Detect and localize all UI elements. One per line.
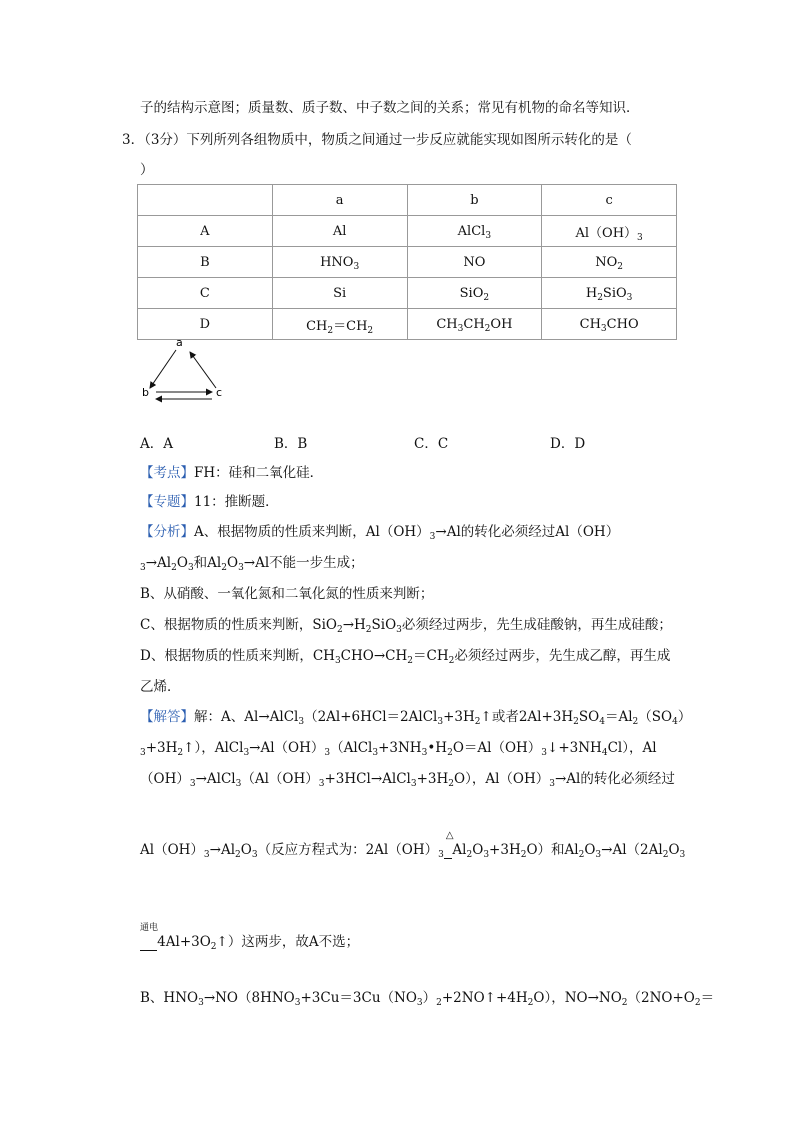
fenxi-line-d2: 乙烯． <box>140 679 181 695</box>
jieda-text-5: $4Al+3O_2↑$）这两步，故A不选； <box>157 934 360 952</box>
table-cell: B <box>138 247 273 278</box>
choice-a[interactable]: A．A <box>140 436 173 452</box>
table-cell: $CH_3CH_2OH$ <box>407 309 542 340</box>
jieda-line-2: $_3+3H_2↑$），$AlCl_3\to Al(OH)_3(AlCl_3+3NH_3•H_2O=Al(OH)_3↓+3NH_4Cl)$，Al <box>140 740 657 758</box>
conversion-diagram <box>138 338 238 408</box>
jieda-line-3: $(OH)_3\to AlCl_3(Al(OH)_3+3HCl\to AlCl_3+3H_2O)$，$Al(OH)_3\to Al$的转化必须经过 <box>140 771 675 789</box>
kaodian-text: FH：硅和二氧化硅． <box>194 465 324 481</box>
fenxi-text-1: A、根据物质的性质来判断，$Al(OH)_3\to Al$的转化必须经过Al（OH） <box>194 524 620 542</box>
question-stem-close: ） <box>140 162 154 178</box>
jieda-line-6: B、$HNO_3\to NO(8HNO_3+3Cu=3Cu(NO_3)_2+2NO↑+4H_2O)$，$NO\to NO_2(2NO+O_2=$ <box>140 990 715 1008</box>
question-stem <box>122 130 632 150</box>
electrolysis-condition <box>140 923 159 952</box>
table-cell: $CH_3CHO$ <box>542 309 677 340</box>
table-cell: $HNO_3$ <box>272 247 407 278</box>
table-cell: D <box>138 309 273 340</box>
diagram-label-b: b <box>142 386 149 399</box>
heat-triangle-icon: △ <box>445 830 454 841</box>
electrolysis-label: 通电 <box>140 923 159 933</box>
choice-b[interactable]: B．B <box>274 436 308 452</box>
table-cell: $H_2SiO_3$ <box>542 278 677 309</box>
choice-d[interactable]: D．D <box>550 436 586 452</box>
table-row <box>138 278 677 309</box>
table-row <box>138 309 677 340</box>
table-cell: Si <box>272 278 407 309</box>
jieda-line-1 <box>140 707 691 727</box>
fenxi-line-2: $_3\to Al_2O_3$和$Al_2O_3\to Al$不能一步生成； <box>140 555 364 573</box>
question-number: 3． <box>122 132 145 148</box>
table-cell: $NO_2$ <box>542 247 677 278</box>
question-stem-text: （3分）下列所列各组物质中，物质之间通过一步反应就能实现如图所示转化的是（ <box>144 132 632 148</box>
fenxi-line-b: B、从硝酸、一氧化氮和二氧化氮的性质来判断； <box>140 586 434 602</box>
choice-c[interactable]: C．C <box>414 436 449 452</box>
jieda-tag: 【解答】 <box>140 709 194 725</box>
table-row <box>138 247 677 278</box>
table-header-cell: c <box>542 185 677 216</box>
fenxi-line-d1: D、根据物质的性质来判断，$CH_3CHO\to CH_2=CH_2$必须经过两步，先生成乙醇，再生成 <box>140 648 671 666</box>
zhuanti-tag: 【专题】 <box>140 494 194 510</box>
table-header-cell: b <box>407 185 542 216</box>
jieda-line-4 <box>140 830 686 860</box>
table-cell: Al <box>272 216 407 247</box>
kaodian-tag: 【考点】 <box>140 465 194 481</box>
jieda-line-5 <box>140 923 360 952</box>
table-cell: SiO$_2$ <box>407 278 542 309</box>
table-header-cell: a <box>272 185 407 216</box>
arrow-a-to-b <box>150 350 176 388</box>
zhuanti-text: 11：推断题． <box>194 494 279 510</box>
jieda-text-4a: $Al(OH)_3\to Al_2O_3$（反应方程式为：$2Al(OH)_3$ <box>140 842 444 860</box>
heating-condition <box>444 830 454 860</box>
fenxi-line-1 <box>140 522 619 542</box>
kaodian-line <box>140 463 323 483</box>
jieda-text-1: 解：A、$Al\to AlCl_3(2Al+6HCl=2AlCl_3+3H_2↑$或者$2Al+3H_2SO_4=Al_2(SO_4)$ <box>194 709 692 727</box>
diagram-label-a: a <box>176 338 183 349</box>
intro-tail-line: 子的结构示意图；质量数、质子数、中子数之间的关系；常见有机物的命名等知识． <box>140 100 640 116</box>
diagram-label-c: c <box>216 386 223 399</box>
table-row <box>138 216 677 247</box>
table-cell: AlCl$_3$ <box>407 216 542 247</box>
table-cell: NO <box>407 247 542 278</box>
jieda-text-4b: $Al_2O_3+3H_2O$）和$Al_2O_3\to Al(2Al_2O_3$ <box>452 842 686 860</box>
zhuanti-line <box>140 492 279 512</box>
table-cell: $Al(OH)_3$ <box>542 216 677 247</box>
table-header-row <box>138 185 677 216</box>
table-header-cell <box>138 185 273 216</box>
table-cell: A <box>138 216 273 247</box>
fenxi-line-c: C、根据物质的性质来判断，$SiO_2\to H_2SiO_3$必须经过两步，先生成硅酸钠，再生成硅酸； <box>140 617 672 635</box>
table-cell: C <box>138 278 273 309</box>
options-table <box>137 184 677 340</box>
table-cell: $CH_2=CH_2$ <box>272 309 407 340</box>
fenxi-tag: 【分析】 <box>140 524 194 540</box>
arrow-c-to-a <box>190 352 216 388</box>
